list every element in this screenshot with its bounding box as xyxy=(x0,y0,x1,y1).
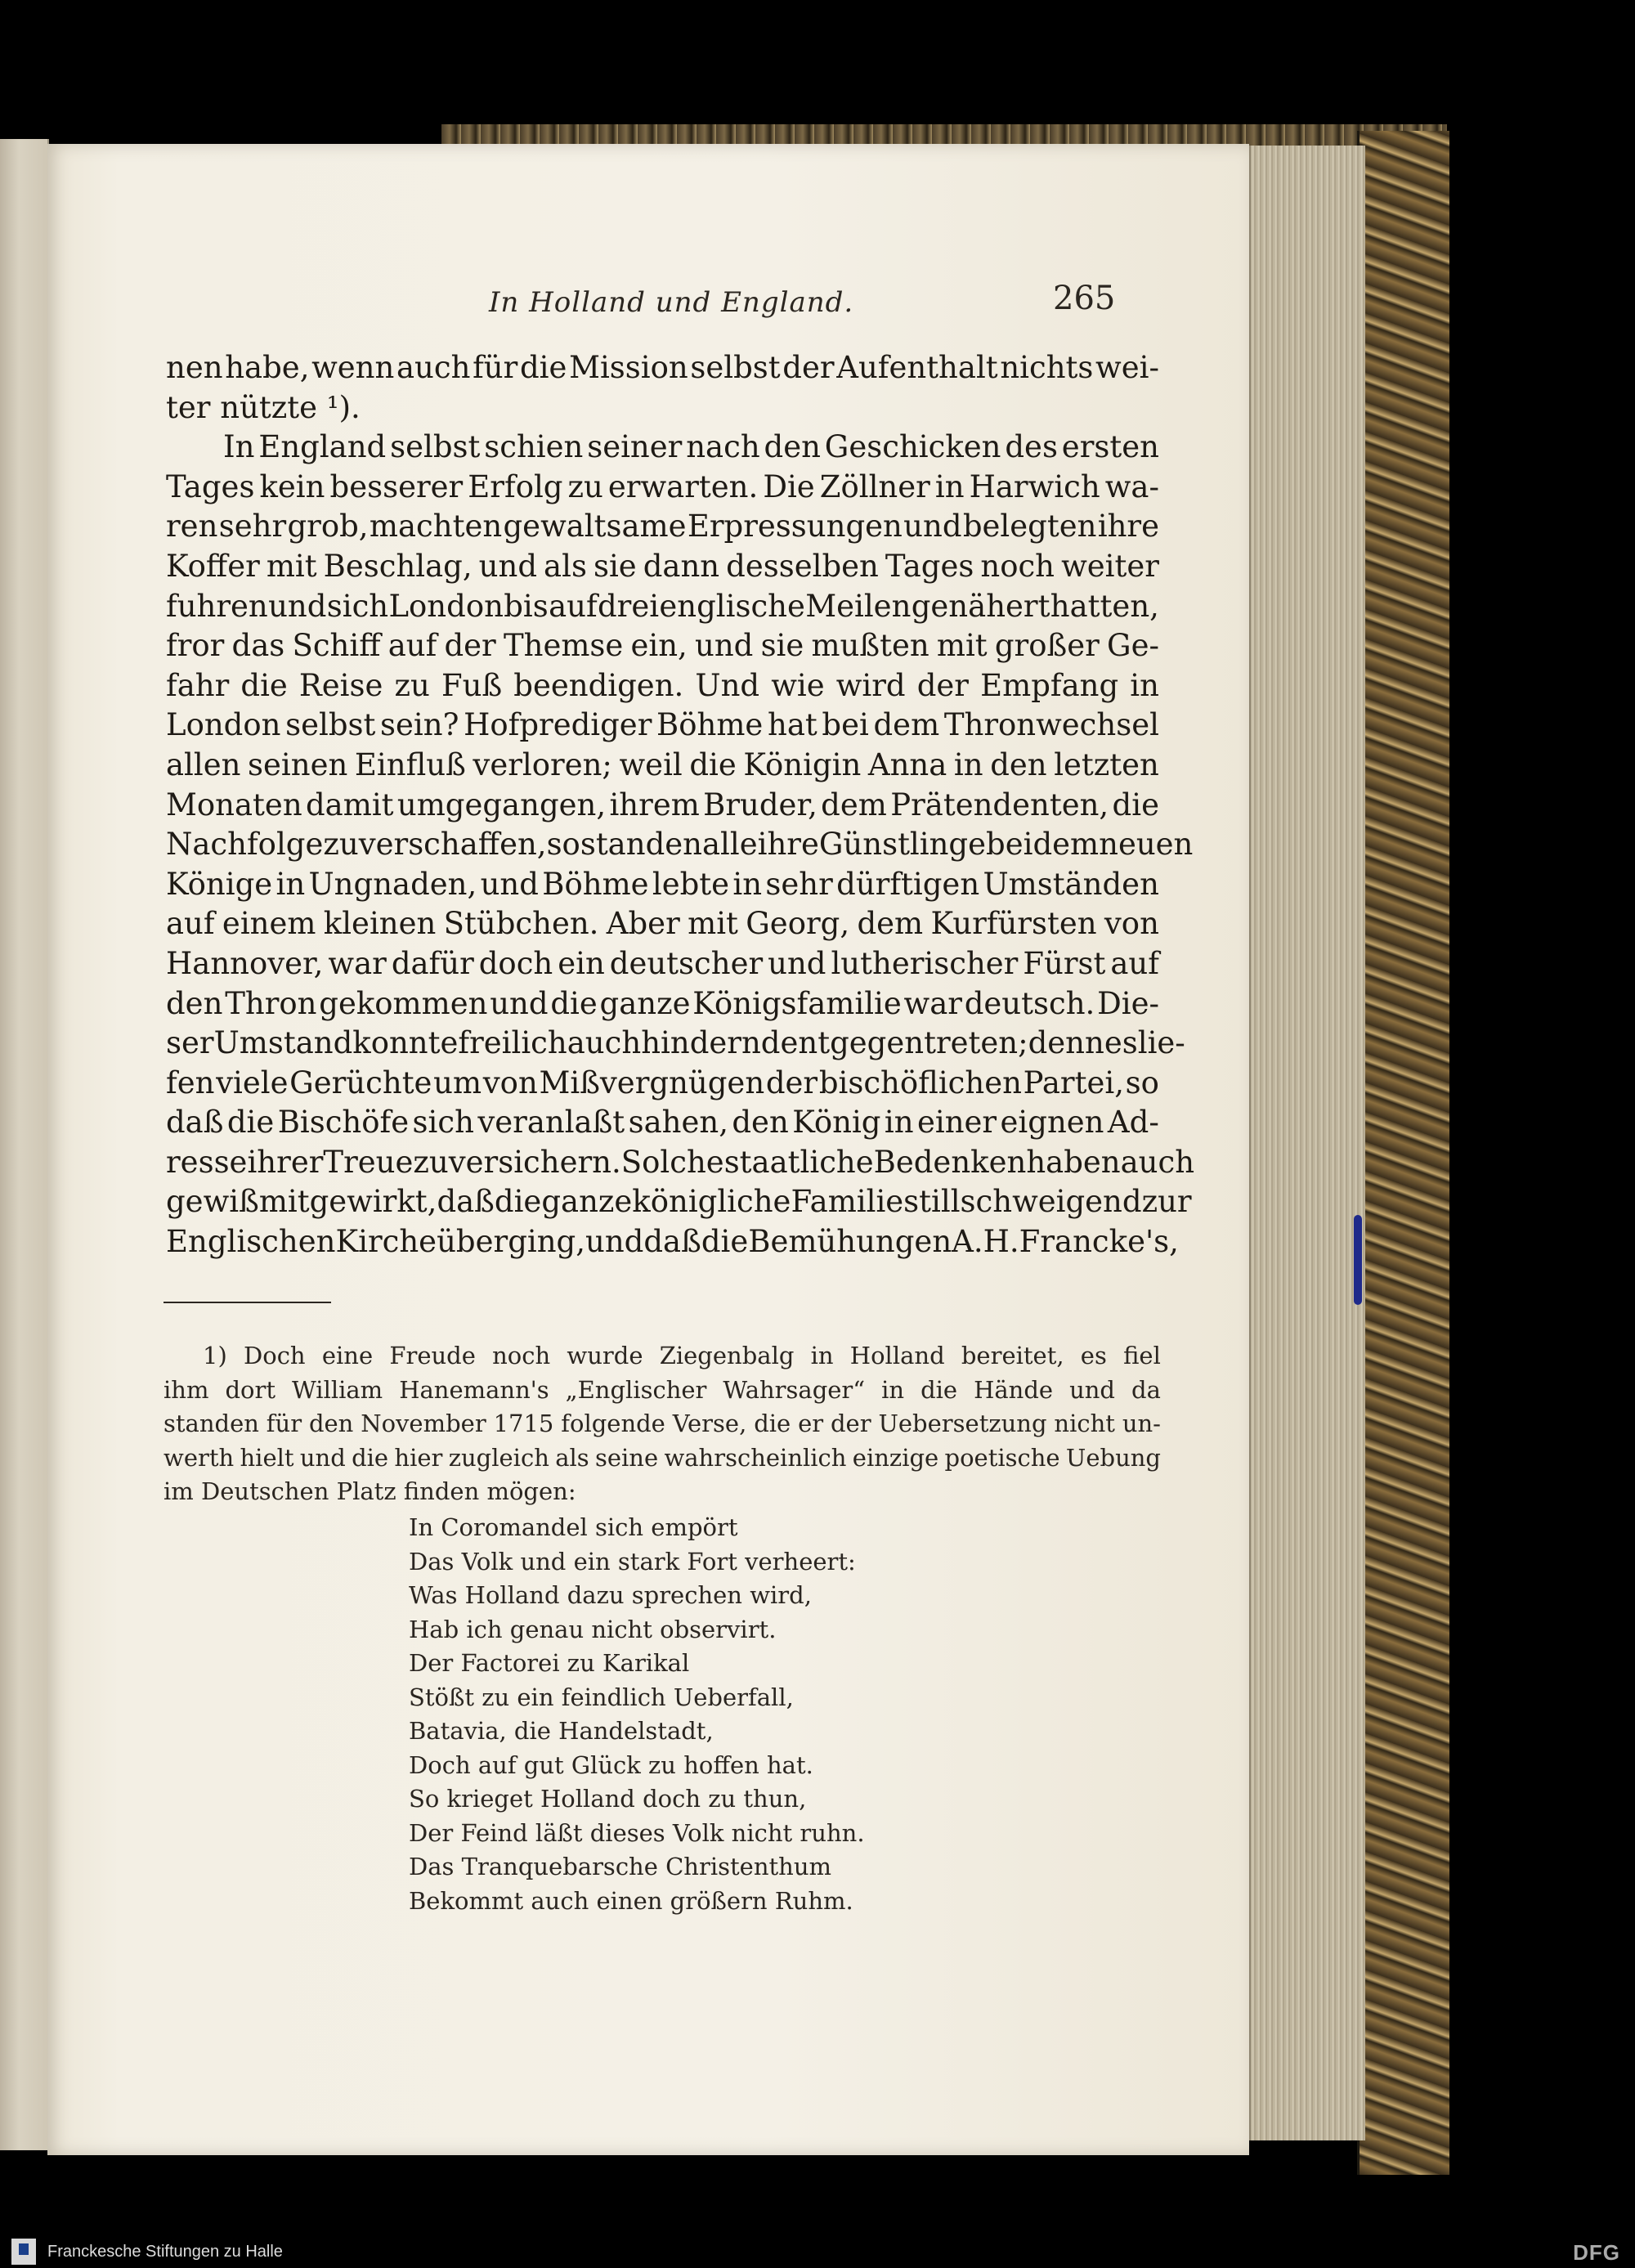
verse-line: Batavia, die Handelstadt, xyxy=(409,1717,714,1745)
text-line: London selbst sein? Hofprediger Böhme hat bei dem Thronwechsel xyxy=(166,707,1159,743)
book-cover xyxy=(1357,131,1449,2175)
text-line: In England selbst schien seiner nach den Geschicken des ersten xyxy=(223,429,1159,465)
text-line: ser Umstand konnte freilich auch hindernd entgegen treten; denn es lie- xyxy=(166,1025,1185,1061)
verse-line: So krieget Holland doch zu thun, xyxy=(409,1785,807,1813)
verse-line: Das Volk und ein stark Fort verheert: xyxy=(409,1547,856,1575)
text-line: fen viele Gerüchte um von Mißvergnügen der bischöflichen Partei, so xyxy=(166,1065,1159,1100)
body-text xyxy=(166,348,1195,1262)
text-line: den Thron gekommen und die ganze Königsfamilie war deutsch. Die- xyxy=(166,985,1159,1021)
text-line: Könige in Ungnaden, und Böhme lebte in sehr dürftigen Umständen xyxy=(166,866,1159,902)
dfg-logo: DFG xyxy=(1573,2240,1620,2265)
text-line: allen seinen Einfluß verloren; weil die Königin Anna in den letzten xyxy=(166,746,1159,782)
footnote-verse xyxy=(409,1511,899,1918)
footnote-rule xyxy=(164,1302,331,1303)
text-line: standen für den November 1715 folgende Verse, die er der Uebersetzung nicht un- xyxy=(164,1410,1161,1437)
verse-line: Doch auf gut Glück zu hoffen hat. xyxy=(409,1750,813,1779)
text-line: ren sehr grob, machten gewaltsame Erpressungen und belegten ihre xyxy=(166,509,1159,545)
text-line: resse ihrer Treue zu versichern. Solche staatliche Bedenken haben auch xyxy=(166,1144,1195,1180)
bookmark-ribbon xyxy=(1354,1215,1362,1305)
text-line: 1) Doch eine Freude noch wurde Ziegenbalg in Holland bereitet, es fiel xyxy=(203,1342,1161,1369)
verse-line: Der Feind läßt dieses Volk nicht ruhn. xyxy=(409,1818,865,1847)
page-number: 265 xyxy=(1053,280,1116,317)
institution-label: Franckesche Stiftungen zu Halle xyxy=(47,2243,283,2261)
text-line: fror das Schiff auf der Themse ein, und sie mußten mit großer Ge- xyxy=(166,628,1159,664)
text-line: fuhren und sich London bis auf drei englische Meilen genähert hatten, xyxy=(166,588,1159,624)
text-line: auf einem kleinen Stübchen. Aber mit Georg, dem Kurfürsten von xyxy=(166,906,1159,942)
text-line: ihm dort William Hanemann's „Englischer Wahrsager“ in die Hände und da xyxy=(164,1375,1161,1404)
verse-line: Was Holland dazu sprechen wird, xyxy=(409,1581,812,1609)
text-line: Nachfolge zu verschaffen, so standen alle ihre Günstlinge bei dem neuen xyxy=(166,827,1194,863)
verse-line: Bekommt auch einen größern Ruhm. xyxy=(409,1886,853,1915)
text-line: werth hielt und die hier zugleich als seine wahrscheinlich einzige poetische Uebung xyxy=(164,1443,1161,1472)
running-title: In Holland und England. xyxy=(489,286,854,319)
text-line: gewiß mitgewirkt, daß die ganze königliche Familie stillschweigend zur xyxy=(166,1184,1192,1220)
text-line: fahr die Reise zu Fuß beendigen. Und wie wird der Empfang in xyxy=(166,667,1159,703)
verse-line: Der Factorei zu Karikal xyxy=(409,1649,690,1677)
book-page xyxy=(47,144,1249,2155)
text-line: daß die Bischöfe sich veranlaßt sahen, den König in einer eignen Ad- xyxy=(166,1105,1159,1141)
verse-line: Das Tranquebarsche Christenthum xyxy=(409,1853,832,1880)
verse-line: In Coromandel sich empört xyxy=(409,1513,738,1541)
text-line: Englischen Kirche überging, und daß die Bemühungen A. H. Francke's, xyxy=(166,1224,1179,1260)
text-line: Hannover, war dafür doch ein deutscher und lutherischer Fürst auf xyxy=(166,945,1159,981)
viewer-footer xyxy=(0,2235,1635,2268)
text-line: ter nützte ¹). xyxy=(166,389,361,425)
text-line: nen habe, wenn auch für die Mission selbst der Aufenthalt nichts wei- xyxy=(166,350,1159,385)
verse-line: Stößt zu ein feindlich Ueberfall, xyxy=(409,1683,794,1711)
text-line: im Deutschen Platz finden mögen: xyxy=(164,1477,576,1505)
footnote xyxy=(164,1339,1161,1509)
verse-line: Hab ich genau nicht observirt. xyxy=(409,1615,777,1643)
text-line: Monaten damit umgegangen, ihrem Bruder, dem Prätendenten, die xyxy=(166,787,1159,822)
text-line: Tages kein besserer Erfolg zu erwarten. Die Zöllner in Harwich wa- xyxy=(166,468,1159,504)
book-cover-top xyxy=(441,124,1447,146)
page-block-edges xyxy=(1249,146,1365,2140)
text-line: Koffer mit Beschlag, und als sie dann desselben Tages noch weiter xyxy=(166,548,1159,584)
institution-logo-icon xyxy=(11,2239,36,2265)
previous-page-edge xyxy=(0,139,49,2150)
